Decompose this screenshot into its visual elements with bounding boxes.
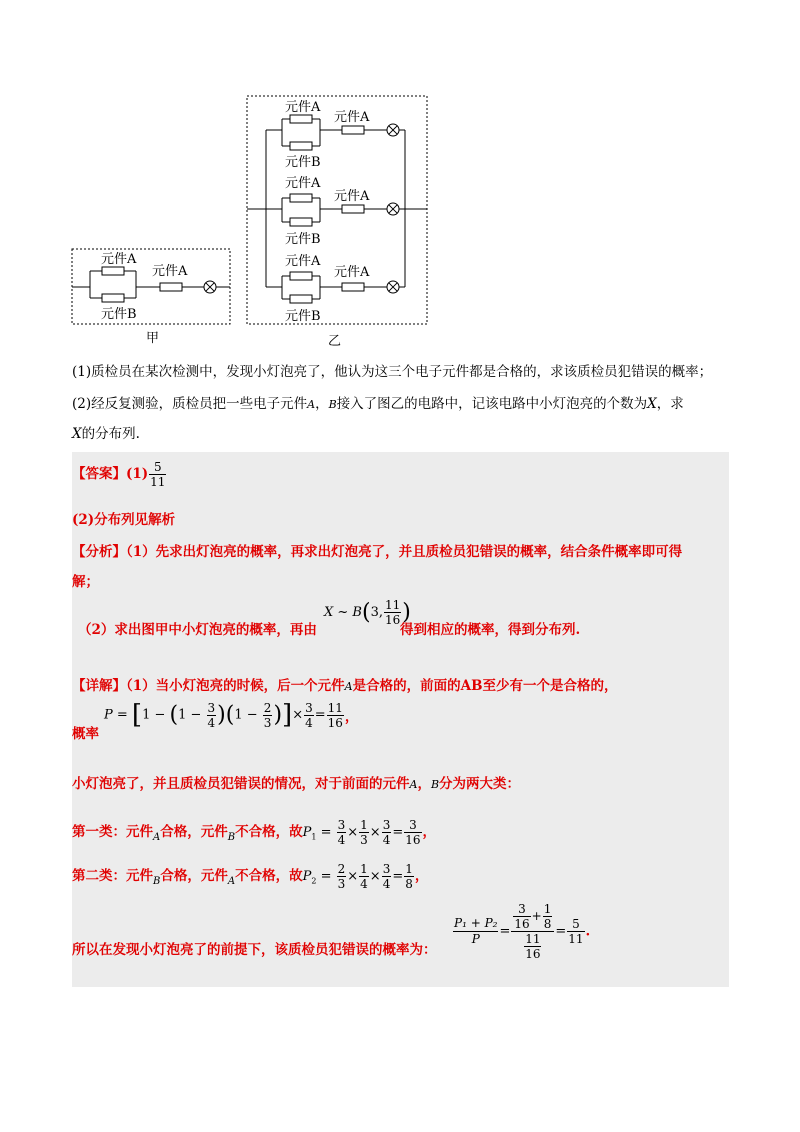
detail-final-text: 所以在发现小灯泡亮了的前提下，该质检员犯错误的概率为：: [72, 942, 437, 958]
yi-r2-b: 元件B: [285, 232, 321, 247]
label-jia: 甲: [146, 331, 160, 346]
detail-case-1: 第一类：元件$_A$合格，元件$_B$不合格，故$P_1$ = $\frac{3}{4}$ × $\frac{1}{3}$ × $\frac{3}{4}$ = $\frac{3}{16}$ ，: [72, 818, 437, 847]
yi-r1-a1: 元件A: [285, 100, 321, 115]
analysis-line-3: （2）求出图甲中小灯泡亮的概率，再由: [78, 622, 317, 638]
circuit-yi: [247, 96, 427, 324]
circuit-figures: [60, 88, 450, 350]
probability-formula: P = [1 − (1 − $\frac{3}{4}$ )(1 − $\frac{2}{3}$ )]× $\frac{3}{4}$ = $\frac{11}{16}$ ，: [104, 700, 359, 730]
yi-r3-a1: 元件A: [285, 254, 321, 269]
jia-comp-b: 元件B: [101, 307, 137, 322]
analysis-line-2: 解；: [72, 574, 99, 590]
detail-case-2: 第二类：元件$_B$合格，元件$_A$不合格，故$P_2$ = $\frac{2}{3}$ × $\frac{1}{4}$ × $\frac{3}{4}$ = $\frac{1}{8}$ ，: [72, 862, 429, 891]
question-2: (2)经反复测验，质检员把一些电子元件A，B接入了图乙的电路中，记该电路中小灯泡亮的个数为X，求: [72, 396, 684, 412]
yi-r2-a2: 元件A: [334, 189, 370, 204]
analysis-line-1: 【分析】（1）先求出灯泡亮的概率，再求出灯泡亮了，并且质检员犯错误的概率，结合条件概率即可得: [72, 544, 683, 560]
jia-comp-a1: 元件A: [101, 252, 137, 267]
circuit-jia: [72, 249, 230, 324]
answer-fraction: $\frac{5}{11}$: [150, 460, 166, 489]
answer-line-1: 【答案】(1) $\frac{5}{11}$: [72, 460, 166, 489]
question-1: (1)质检员在某次检测中，发现小灯泡亮了，他认为这三个电子元件都是合格的，求该质检员犯错误的概率；: [72, 364, 713, 380]
yi-r2-a1: 元件A: [285, 176, 321, 191]
yi-r3-b: 元件B: [285, 309, 321, 324]
label-yi: 乙: [328, 334, 342, 349]
jia-comp-a2: 元件A: [152, 264, 188, 279]
binomial-formula: X ~ B(3, $\frac{11}{16}$ ): [324, 598, 411, 627]
detail-line-3: 小灯泡亮了，并且质检员犯错误的情况，对于前面的元件A，B分为两大类：: [72, 776, 521, 792]
yi-r3-a2: 元件A: [334, 265, 370, 280]
yi-r1-b: 元件B: [285, 155, 321, 170]
detail-line-1: 【详解】（1）当小灯泡亮的时候，后一个元件A是合格的，前面的AB至少有一个是合格的，: [72, 678, 618, 694]
analysis-line-3b: 得到相应的概率，得到分布列.: [400, 622, 581, 638]
final-formula: $\frac{\text{P₁ + P₂}}{P}$ = $\frac{3}{16}$ + $\frac{1}{8}$ $\frac{11}{16}$ = $\frac{5}{11}$ .: [454, 902, 591, 961]
question-2-cont: X的分布列.: [72, 426, 140, 442]
detail-prob-label: 概率: [72, 726, 99, 742]
yi-r1-a2: 元件A: [334, 110, 370, 125]
answer-line-2: (2)分布列见解析: [72, 512, 176, 528]
